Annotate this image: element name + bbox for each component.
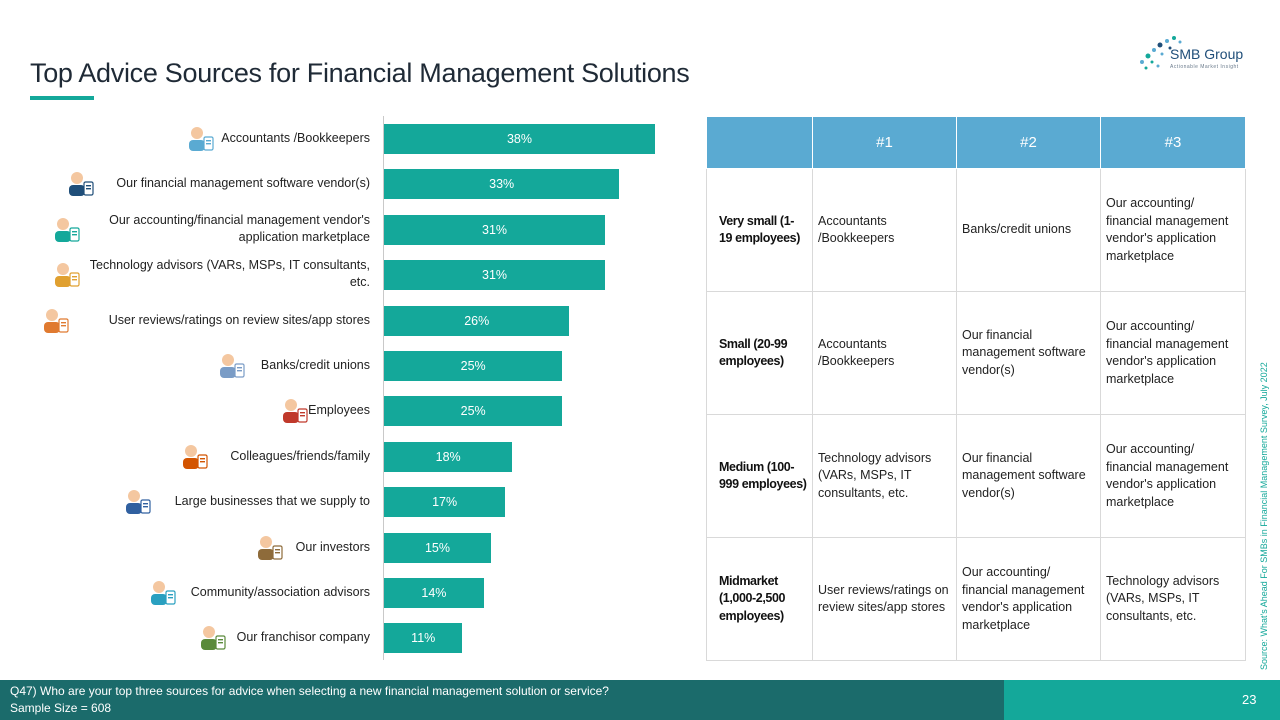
category-label: Colleagues/friends/family (230, 448, 370, 463)
bar-value-label: 18% (435, 449, 461, 464)
segment-cell: Medium (100-999 employees) (707, 415, 813, 538)
investor-icon (254, 534, 284, 562)
franchisor-icon (197, 624, 227, 652)
bar-value-label: 17% (432, 495, 458, 510)
rank-cell: Our financial management software vendor(s) (957, 415, 1101, 538)
category-label: Banks/credit unions (260, 358, 370, 372)
tech-advisor-icon (51, 261, 81, 289)
category-label: Our investors (295, 539, 370, 554)
rank-cell: Accountants /Bookkeepers (813, 169, 957, 292)
segment-cell: Very small (1-19 employees) (707, 169, 813, 292)
footer-bar (0, 680, 1280, 720)
bar-value-label: 33% (489, 177, 515, 192)
segment-cell: Small (20-99 employees) (707, 292, 813, 415)
bar-value-label: 11% (411, 631, 436, 646)
category-label: Community/association advisors (190, 585, 370, 599)
source-note: Source: What's Ahead For SMBs in Financial Management Survey, July 2022 (1259, 362, 1269, 670)
large-business-icon (122, 488, 152, 516)
table-row (707, 415, 1246, 538)
table-header-cell: #3 (1101, 117, 1246, 169)
bar-value-label: 25% (460, 404, 486, 419)
bar-value-label: 31% (482, 222, 508, 237)
sample-size: Sample Size = 608 (10, 701, 112, 715)
bar-value-label: 15% (424, 540, 450, 555)
rank-cell: Technology advisors (VARs, MSPs, IT consultants, etc. (1101, 538, 1246, 661)
software-vendor-icon (65, 170, 95, 198)
category-label: Our financial management software vendor(s) (116, 176, 370, 191)
survey-question: Q47) Who are your top three sources for advice when selecting a new financial management solution or service? (10, 684, 609, 698)
rank-table (706, 116, 1246, 661)
reviews-icon (40, 307, 70, 335)
rank-cell: Technology advisors (VARs, MSPs, IT consultants, etc. (813, 415, 957, 538)
accountant-icon (185, 125, 215, 153)
bar-value-label: 25% (460, 359, 486, 373)
category-label: User reviews/ratings on review sites/app stores (108, 312, 370, 327)
rank-cell: User reviews/ratings on review sites/app stores (813, 538, 957, 661)
rank-cell: Our financial management software vendor(s) (957, 292, 1101, 415)
table-header-cell: #2 (957, 117, 1101, 169)
table-header-row (707, 117, 1246, 169)
logo-tagline: Actionable Market Insight (1170, 64, 1239, 70)
segment-cell: Midmarket (1,000-2,500 employees) (707, 538, 813, 661)
bar-value-label: 14% (421, 586, 447, 600)
table-row (707, 538, 1246, 661)
table-row (707, 292, 1246, 415)
table-header-cell: #1 (813, 117, 957, 169)
rank-cell: Our accounting/ financial management vendor's application marketplace (1101, 169, 1246, 292)
title-underline (30, 96, 94, 100)
category-label: Large businesses that we supply to (174, 494, 370, 509)
category-label: Accountants /Bookkeepers (221, 131, 370, 145)
table-row (707, 169, 1246, 292)
category-label: Technology advisors (VARs, MSPs, IT consultants, etc. (89, 258, 370, 290)
rank-cell: Our accounting/ financial management vendor's application marketplace (957, 538, 1101, 661)
rank-cell: Banks/credit unions (957, 169, 1101, 292)
bar-value-label: 31% (482, 268, 508, 283)
page-number: 23 (1242, 692, 1257, 707)
category-label: Our franchisor company (236, 630, 370, 645)
table-header-cell (707, 117, 813, 169)
rank-cell: Our accounting/ financial management vendor's application marketplace (1101, 415, 1246, 538)
bar-value-label: 26% (464, 313, 490, 328)
bank-icon (216, 352, 246, 380)
marketplace-icon (51, 216, 81, 244)
page-title: Top Advice Sources for Financial Management Solutions (30, 58, 690, 88)
rank-cell: Our accounting/ financial management vendor's application marketplace (1101, 292, 1246, 415)
logo-name: SMB Group (1170, 46, 1244, 62)
category-label: Our accounting/financial management vendor's application marketplace (109, 212, 370, 244)
rank-cell: Accountants /Bookkeepers (813, 292, 957, 415)
footer-question-panel (0, 680, 1004, 720)
community-icon (147, 579, 177, 607)
category-label: Employees (308, 403, 370, 418)
employees-icon (279, 397, 309, 425)
bar-value-label: 38% (506, 132, 533, 146)
colleagues-icon (179, 443, 209, 471)
